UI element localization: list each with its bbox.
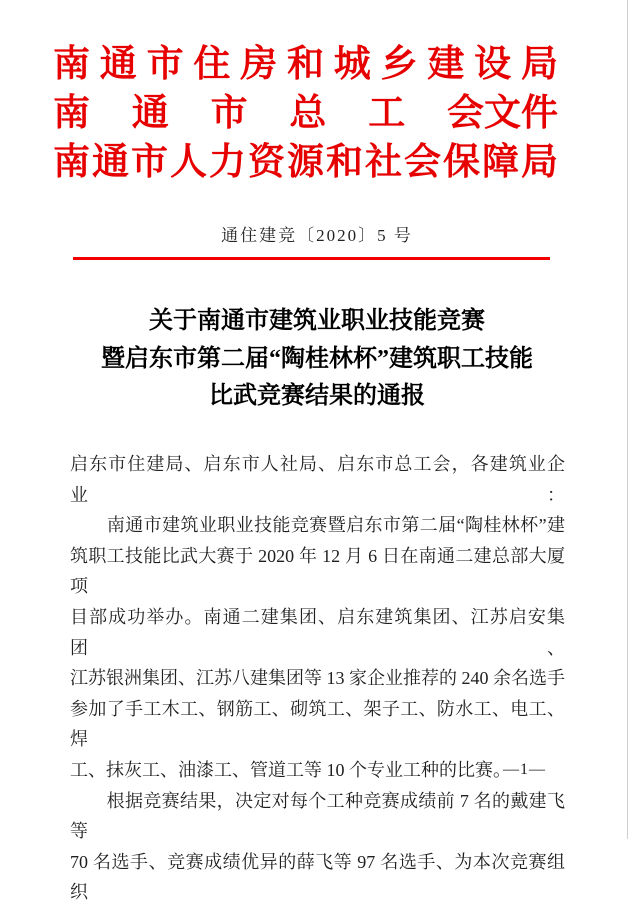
page-number: —1—: [503, 761, 546, 778]
letterhead-char: 设: [474, 44, 512, 85]
letterhead-char: 市: [146, 44, 184, 85]
scan-edge-line: [627, 0, 628, 839]
letterhead-char: 工: [368, 93, 406, 134]
letterhead-char: 会文件: [446, 93, 558, 134]
letterhead-char: 南: [53, 142, 90, 183]
title-line: 关于南通市建筑业职业技能竞赛: [149, 308, 485, 334]
letterhead-char: 通: [131, 93, 169, 134]
letterhead-char: 建: [427, 44, 465, 85]
letterhead-char: 市: [131, 142, 168, 183]
letterhead-char: 源: [287, 142, 324, 183]
title-line: 暨启东市第二届“陶桂林杯”建筑职工技能: [101, 345, 533, 372]
letterhead-char: 房: [240, 44, 278, 85]
body-line: 南通市建筑业职业技能竞赛暨启东市第二届“陶桂林杯”建: [70, 515, 565, 536]
letterhead-line-labor-union: [53, 89, 558, 138]
letterhead-char: 通: [99, 44, 137, 85]
letterhead-char: 南: [53, 44, 90, 85]
letterhead-line-housing-bureau: [53, 40, 558, 89]
body-line: 江苏银洲集团、江苏八建集团等 13 家企业推荐的 240 余名选手: [70, 668, 565, 689]
letterhead-char: 障: [482, 142, 519, 183]
body-line: 目部成功举办。南通二建集团、启东建筑集团、江苏启安集团、: [70, 606, 565, 658]
letterhead-char: 资: [248, 142, 285, 183]
letterhead-char: 城: [333, 44, 371, 85]
letterhead-line-hr-social-security-bureau: [53, 138, 558, 187]
body-line: 根据竞赛结果，决定对每个工种竞赛成绩前 7 名的戴建飞等: [70, 790, 565, 842]
letterhead-char: 和: [286, 44, 324, 85]
letterhead-char: 南: [53, 93, 90, 134]
letterhead-char: 通: [92, 142, 129, 183]
body-line: 工、抹灰工、油漆工、管道工等 10 个专业工种的比赛。: [70, 759, 511, 780]
letterhead-char: 局: [520, 44, 558, 85]
letterhead-char: 社: [365, 142, 402, 183]
document-body: [70, 449, 565, 908]
letterhead-char: 力: [209, 142, 246, 183]
letterhead-char: 总: [289, 93, 327, 134]
body-line: 参加了手工木工、钢筋工、砌筑工、架子工、防水工、电工、焊: [70, 698, 565, 750]
red-separator-rule: [73, 257, 550, 260]
letterhead-char: 乡: [380, 44, 418, 85]
letterhead-char: 和: [326, 142, 363, 183]
letterhead-char: 局: [521, 142, 558, 183]
document-number: 通住建竞〔2020〕5 号: [221, 226, 413, 245]
letterhead-char: 保: [443, 142, 480, 183]
letterhead-char: 市: [210, 93, 248, 134]
body-line: 启东市住建局、启东市人社局、启东市总工会，各建筑业企业：: [70, 454, 565, 505]
letterhead-char: 住: [193, 44, 231, 85]
body-line: 70 名选手、竞赛成绩优异的薛飞等 97 名选手、为本次竞赛组织: [70, 851, 565, 903]
body-line: 筑职工技能比武大赛于 2020 年 12 月 6 日在南通二建总部大厦项: [70, 545, 565, 597]
letterhead-char: 人: [170, 142, 207, 183]
letterhead-char: 会: [404, 142, 441, 183]
title-line: 比武竞赛结果的通报: [209, 383, 425, 409]
document-title: [0, 303, 634, 416]
red-letterhead: [53, 40, 558, 187]
